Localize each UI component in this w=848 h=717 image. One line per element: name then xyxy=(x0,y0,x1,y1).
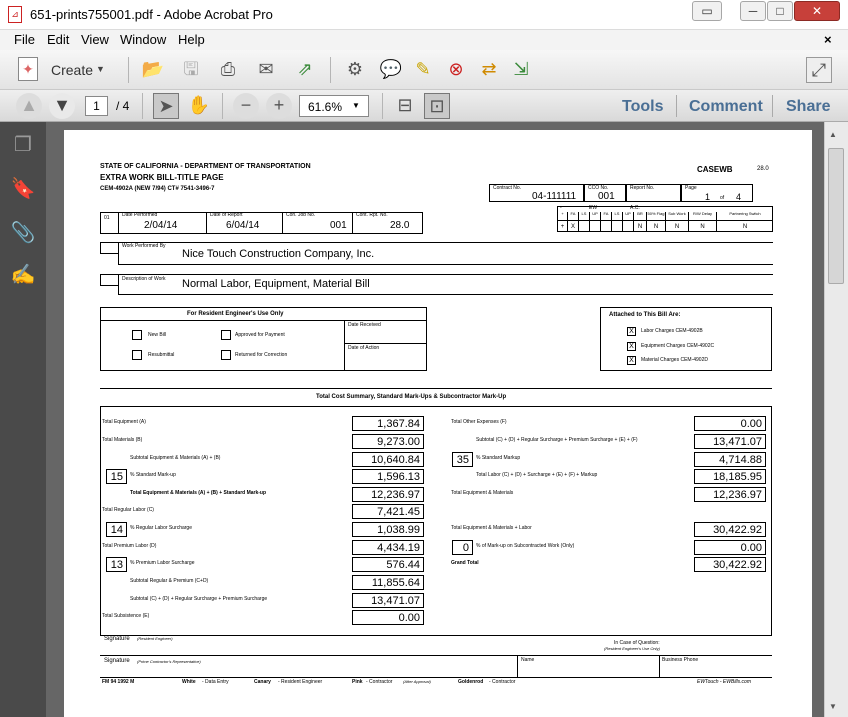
signature-re-label: Signature xyxy=(104,636,130,642)
footer-goldenrod: Goldenrod xyxy=(458,679,484,685)
approved-checkbox[interactable] xyxy=(221,330,231,340)
full-screen-icon[interactable]: ⤢ xyxy=(806,57,832,83)
send-file-icon[interactable]: ⇲ xyxy=(513,59,529,79)
tab-share[interactable]: Share xyxy=(786,98,831,115)
total-premium-field[interactable]: 4,434.19 xyxy=(352,540,424,555)
subtotal-cd-field[interactable]: 13,471.07 xyxy=(352,593,424,608)
pdf-page xyxy=(64,130,812,717)
sub-markup-field[interactable]: 0.00 xyxy=(694,540,766,555)
zoom-select[interactable] xyxy=(299,95,369,117)
date-performed-label: Date Performed xyxy=(122,212,158,218)
flag-header: LS xyxy=(578,212,589,220)
casewb-label: CASEWB xyxy=(697,165,733,174)
divider xyxy=(100,320,427,321)
fit-page-icon[interactable]: ⊡ xyxy=(424,93,450,119)
export-icon[interactable]: ⇗ xyxy=(297,59,313,79)
footer-pink: Pink xyxy=(352,679,363,685)
settings-gear-icon[interactable]: ⚙ xyxy=(346,59,364,79)
menu-edit[interactable]: Edit xyxy=(47,32,70,47)
next-page-icon[interactable]: ▼ xyxy=(49,93,75,119)
select-cursor-icon[interactable]: ➤ xyxy=(153,93,179,119)
total-materials-field[interactable]: 9,273.00 xyxy=(352,434,424,449)
description-label: Description of Work xyxy=(122,276,166,282)
sub-markup-label: % of Mark-up on Subcontracted Work (Only) xyxy=(476,543,575,549)
signature-pc-note: (Prime Contractor's Representative) xyxy=(137,659,201,664)
tab-tools[interactable]: Tools xyxy=(622,98,664,115)
total-subsistence-label: Total Subsistence (E) xyxy=(102,613,150,619)
total-subsistence-field[interactable]: 0.00 xyxy=(352,610,424,625)
total-premium-label: Total Premium Labor (D) xyxy=(102,543,157,549)
cont-rpt-label: Cont. Rpt. No. xyxy=(356,212,388,218)
menu-view[interactable]: View xyxy=(81,32,109,47)
share-file-icon[interactable]: ⇄ xyxy=(481,59,497,79)
page-total-value: 4 xyxy=(736,192,742,202)
flag-value xyxy=(589,220,600,232)
flag-header: BR xyxy=(633,212,646,220)
signature-pc-label: Signature xyxy=(104,658,130,664)
divider xyxy=(128,57,129,83)
signature-re-note: (Resident Engineer) xyxy=(137,636,173,641)
footer-fm: FM 94 1992 M xyxy=(102,679,135,685)
std-markup-pct-field[interactable]: 15 xyxy=(106,469,127,484)
right-std-markup-label: % Standard Markup xyxy=(476,455,521,461)
print-icon[interactable]: ⎙ xyxy=(220,59,236,79)
divider xyxy=(206,212,207,234)
right-std-markup-field[interactable]: 4,714.88 xyxy=(694,452,766,467)
row-01-number: 01 xyxy=(104,215,110,221)
previous-page-icon[interactable]: ▲ xyxy=(16,93,42,119)
scroll-down-arrow-icon[interactable]: ▼ xyxy=(829,702,837,711)
report-no-label: Report No. xyxy=(630,185,655,191)
total-equipment-label: Total Equipment (A) xyxy=(102,419,146,425)
menu-bar xyxy=(0,30,848,50)
divider xyxy=(382,93,383,119)
form-number: CEM-4902A (NEW 7/94) CT# 7541-3496-7 xyxy=(100,186,215,192)
in-case-note: (Resident Engineer's Use Only) xyxy=(604,646,660,651)
summary-title: Total Cost Summary, Standard Mark-Ups & Subcontractor Mark-Up xyxy=(316,394,507,400)
close-button[interactable]: ✕ xyxy=(794,1,840,21)
menu-help[interactable]: Help xyxy=(178,32,205,47)
name-label: Name xyxy=(521,657,535,663)
new-bill-checkbox[interactable] xyxy=(132,330,142,340)
title-bar xyxy=(0,0,848,30)
subtotal-cd-label: Subtotal (C) + (D) + Regular Surcharge + Premium Surcharge xyxy=(130,596,268,602)
zoom-value: 61.6% xyxy=(308,100,343,114)
cco-number-box xyxy=(584,184,626,202)
divider xyxy=(118,274,773,275)
flags-dash: - xyxy=(560,205,562,211)
page-of-text: of xyxy=(720,195,725,201)
footer-goldenrod-desc: - Contractor xyxy=(489,679,516,685)
footer-canary-desc: - Resident Engineer xyxy=(278,679,323,685)
divider xyxy=(352,212,353,234)
material-charges-label: Material Charges CEM-4902D xyxy=(641,357,708,363)
flag-header: FA xyxy=(600,212,611,220)
email-icon[interactable]: ✉ xyxy=(258,59,274,79)
divider xyxy=(100,655,772,656)
contract-no-label: Contract No. xyxy=(493,185,522,191)
bookmarks-icon[interactable]: 🔖 xyxy=(10,178,36,200)
subtotal-rp-field[interactable]: 11,855.64 xyxy=(352,575,424,590)
flag-header: Partnering Switch xyxy=(716,212,773,220)
footer-white-desc: - Data Entry xyxy=(202,679,229,685)
flag-value: N xyxy=(688,220,716,232)
flag-value: N xyxy=(716,220,773,232)
total-regular-label: Total Regular Labor (C) xyxy=(102,507,154,513)
divider xyxy=(659,655,660,677)
row-02-num-box xyxy=(100,242,119,254)
flag-value: X xyxy=(567,220,578,232)
flag-value: + xyxy=(557,220,567,232)
returned-checkbox[interactable] xyxy=(221,350,231,360)
grand-total-field[interactable]: 30,422.92 xyxy=(694,557,766,572)
equipment-charges-checkbox[interactable]: X xyxy=(627,342,636,351)
attachments-paperclip-icon[interactable]: 📎 xyxy=(10,222,36,244)
navigation-toolbar xyxy=(0,90,848,122)
total-labor-label: Total Labor (C) + (D) + Surcharge + (E) + (F) + Markup xyxy=(476,472,598,478)
reg-surcharge-label: % Regular Labor Surcharge xyxy=(130,525,192,531)
fit-width-icon[interactable]: ⊟ xyxy=(397,95,413,115)
menu-window[interactable]: Window xyxy=(120,32,167,47)
new-bill-label: New Bill xyxy=(148,332,167,338)
form-title: EXTRA WORK BILL-TITLE PAGE xyxy=(100,173,224,182)
create-label: Create xyxy=(51,62,94,78)
in-case-label: In Case of Question: xyxy=(614,640,660,646)
material-charges-checkbox[interactable]: X xyxy=(627,356,636,365)
reg-surcharge-pct-field[interactable]: 14 xyxy=(106,522,127,537)
page-num-value: 1 xyxy=(705,192,711,202)
tab-comment[interactable]: Comment xyxy=(689,98,763,115)
divider xyxy=(676,95,677,117)
divider xyxy=(118,264,773,265)
page-count-box xyxy=(681,184,753,202)
flag-header: + xyxy=(557,212,567,220)
close-document-icon[interactable]: × xyxy=(824,32,832,47)
restore-mode-button[interactable]: ▭ xyxy=(692,1,722,21)
save-icon[interactable]: 🖫 xyxy=(183,59,199,79)
total-materials-label: Total Materials (B) xyxy=(102,437,143,443)
contract-no-value: 04-111111 xyxy=(532,191,577,202)
divider xyxy=(330,57,331,83)
stamp-icon[interactable]: ⊗ xyxy=(448,59,464,79)
page-label: Page xyxy=(685,185,697,191)
right-subtotal-label: Subtotal (C) + (D) + Regular Surcharge + Premium Surcharge + (E) + (F) xyxy=(476,437,638,443)
other-expenses-field[interactable]: 0.00 xyxy=(694,416,766,431)
date-action-label: Date of Action xyxy=(348,345,380,351)
chevron-down-icon: ▼ xyxy=(352,101,360,110)
equipment-charges-label: Equipment Charges CEM-4902C xyxy=(641,343,715,349)
footer-software: EWTouch - EWBills.com xyxy=(697,679,751,685)
scroll-up-arrow-icon[interactable]: ▲ xyxy=(829,130,837,139)
right-total-em-field[interactable]: 12,236.97 xyxy=(694,487,766,502)
row-03-num-box xyxy=(100,274,119,286)
divider xyxy=(118,274,119,294)
open-folder-icon[interactable]: 📂 xyxy=(141,59,165,79)
prem-surcharge-field[interactable]: 576.44 xyxy=(352,557,424,572)
flag-header: LS xyxy=(611,212,622,220)
reg-surcharge-field[interactable]: 1,038.99 xyxy=(352,522,424,537)
other-expenses-label: Total Other Expenses (F) xyxy=(451,419,507,425)
total-regular-field[interactable]: 7,421.45 xyxy=(352,504,424,519)
divider xyxy=(100,677,772,678)
zoom-out-icon[interactable]: − xyxy=(233,93,259,119)
flag-value xyxy=(600,220,611,232)
create-document-icon: ✦ xyxy=(18,57,38,81)
flag-value xyxy=(611,220,622,232)
subtotal-em-field[interactable]: 10,640.84 xyxy=(352,452,424,467)
form-version: 28.0 xyxy=(757,166,769,172)
subtotal-rp-label: Subtotal Regular & Premium (C+D) xyxy=(130,578,209,584)
total-equipment-field[interactable]: 1,367.84 xyxy=(352,416,424,431)
cont-rpt-value: 28.0 xyxy=(390,220,410,231)
total-em-label: Total Equipment & Materials (A) + (B) + Standard Mark-up xyxy=(130,490,267,496)
resubmittal-label: Resubmittal xyxy=(148,352,175,358)
page-total: / 4 xyxy=(116,99,130,113)
con-job-value: 001 xyxy=(330,220,347,231)
date-received-label: Date Received xyxy=(348,322,381,328)
total-labor-field[interactable]: 18,185.95 xyxy=(694,469,766,484)
sub-markup-pct-field[interactable]: 0 xyxy=(452,540,473,555)
footer-pink-note: (After Approval) xyxy=(403,679,431,684)
flag-header: FA xyxy=(567,212,578,220)
footer-white: White xyxy=(182,679,196,685)
create-button[interactable] xyxy=(18,57,110,83)
flag-value: N xyxy=(646,220,665,232)
maximize-button[interactable]: □ xyxy=(767,1,793,21)
divider xyxy=(118,242,119,264)
grand-total-label: Grand Total xyxy=(451,560,479,566)
page-number-input[interactable]: 1 xyxy=(85,96,108,116)
attached-title: Attached to This Bill Are: xyxy=(609,312,681,318)
divider xyxy=(142,93,143,119)
flag-header: Sub Work xyxy=(665,212,688,220)
flag-value xyxy=(578,220,589,232)
flag-value: N xyxy=(633,220,646,232)
footer-canary: Canary xyxy=(254,679,271,685)
total-em-labor-field[interactable]: 30,422.92 xyxy=(694,522,766,537)
std-markup-label: % Standard Mark-up xyxy=(130,472,176,478)
pdf-file-icon: ⊿ xyxy=(8,6,22,23)
total-em-field[interactable]: 12,236.97 xyxy=(352,487,424,502)
navigation-panel xyxy=(0,122,46,717)
date-performed-value: 2/04/14 xyxy=(144,220,178,231)
prem-surcharge-label: % Premium Labor Surcharge xyxy=(130,560,195,566)
divider xyxy=(344,343,427,344)
subtotal-em-label: Subtotal Equipment & Materials (A) + (B) xyxy=(130,455,221,461)
divider xyxy=(344,320,345,371)
flag-header: R/W Delay xyxy=(688,212,716,220)
cco-no-label: CCO No. xyxy=(588,185,609,191)
labor-charges-label: Labor Charges CEM-4902B xyxy=(641,328,703,334)
returned-label: Returned for Correction xyxy=(235,352,288,358)
signatures-pen-icon[interactable]: ✍ xyxy=(10,264,36,286)
flag-value xyxy=(622,220,633,232)
contract-number-box xyxy=(489,184,584,202)
flag-value: N xyxy=(665,220,688,232)
main-toolbar xyxy=(0,50,848,90)
cco-no-value: 001 xyxy=(598,191,615,202)
con-job-label: Con. Job No. xyxy=(286,212,316,218)
work-performed-label: Work Performed By xyxy=(122,243,166,249)
divider xyxy=(100,388,772,389)
total-em-labor-label: Total Equipment & Materials + Labor xyxy=(451,525,532,531)
ew-group-label: EW xyxy=(589,205,598,211)
menu-file[interactable]: File xyxy=(14,32,35,47)
highlight-pen-icon[interactable]: ✎ xyxy=(415,59,431,79)
footer-pink-desc: - Contractor xyxy=(366,679,393,685)
divider xyxy=(118,294,773,295)
report-number-box xyxy=(626,184,681,202)
vertical-scrollbar[interactable] xyxy=(824,122,848,717)
window-title: 651-prints755001.pdf - Adobe Acrobat Pro xyxy=(30,7,273,22)
hand-tool-icon[interactable]: ✋ xyxy=(187,95,211,115)
minimize-button[interactable]: ─ xyxy=(740,1,766,21)
agency-name: STATE OF CALIFORNIA - DEPARTMENT OF TRANSPORTATION xyxy=(100,163,311,170)
divider xyxy=(517,655,518,677)
resubmittal-checkbox[interactable] xyxy=(132,350,142,360)
scroll-thumb[interactable] xyxy=(828,148,844,284)
divider xyxy=(118,242,773,243)
work-performed-value: Nice Touch Construction Company, Inc. xyxy=(182,248,375,260)
flag-header: 50% Flag xyxy=(646,212,665,220)
zoom-in-icon[interactable]: + xyxy=(266,93,292,119)
divider xyxy=(282,212,283,234)
flag-header: UP xyxy=(622,212,633,220)
flag-header: UP xyxy=(589,212,600,220)
date-report-value: 6/04/14 xyxy=(226,220,260,231)
divider xyxy=(222,93,223,119)
labor-charges-checkbox[interactable]: X xyxy=(627,327,636,336)
re-use-title: For Resident Engineer's Use Only xyxy=(187,311,284,317)
date-report-label: Date of Report xyxy=(210,212,243,218)
divider xyxy=(772,95,773,117)
right-std-markup-pct-field[interactable]: 35 xyxy=(452,452,473,467)
comment-bubble-icon[interactable]: 💬 xyxy=(379,59,403,79)
right-total-em-label: Total Equipment & Materials xyxy=(451,490,514,496)
prem-surcharge-pct-field[interactable]: 13 xyxy=(106,557,127,572)
chevron-down-icon: ▼ xyxy=(96,64,105,74)
divider xyxy=(118,212,119,234)
approved-label: Approved for Payment xyxy=(235,332,285,338)
right-subtotal-field[interactable]: 13,471.07 xyxy=(694,434,766,449)
ac-group-label: A.C. xyxy=(630,205,640,211)
phone-label: Business Phone xyxy=(662,657,699,663)
description-value: Normal Labor, Equipment, Material Bill xyxy=(182,278,370,290)
std-markup-field[interactable]: 1,596.13 xyxy=(352,469,424,484)
page-thumbnails-icon[interactable]: ❐ xyxy=(14,134,32,156)
